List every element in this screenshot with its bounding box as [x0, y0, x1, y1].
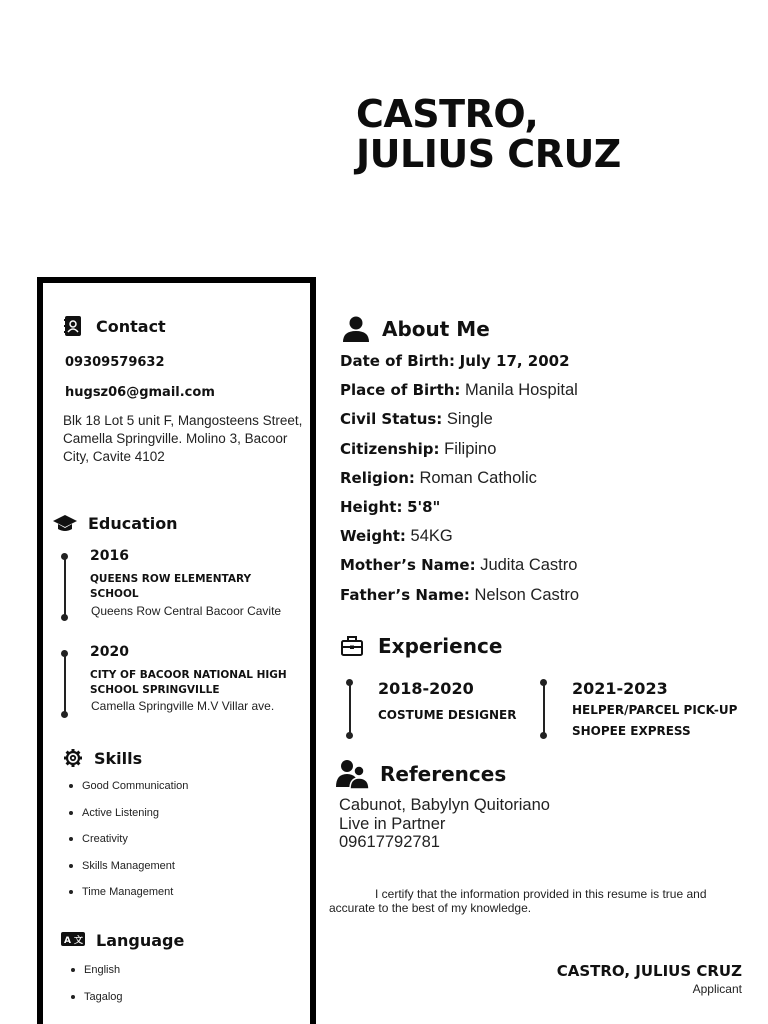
skills-title: Skills [94, 748, 143, 768]
reference-phone: 09617792781 [339, 833, 440, 851]
about-row-label: Religion: [340, 468, 415, 487]
about-row-value: Roman Catholic [419, 468, 537, 487]
contact-title: Contact [96, 316, 166, 336]
timeline-line [64, 556, 66, 616]
education-title: Education [88, 513, 178, 533]
about-row-value: Single [446, 410, 493, 429]
experience-heading [336, 632, 502, 660]
timeline-dot [61, 711, 68, 718]
language-item: Tagalog [70, 990, 123, 1017]
skill-item: Active Listening [68, 806, 188, 833]
about-row-label: Weight: [340, 527, 406, 546]
education-heading [52, 512, 178, 534]
contact-email: hugsz06@gmail.com [65, 385, 215, 400]
about-row-value: 5'8" [407, 498, 441, 516]
references-title: References [380, 762, 507, 786]
education-place: Camella Springville M.V Villar ave. [91, 699, 275, 713]
svg-text:A: A [64, 936, 71, 946]
translate-icon [60, 929, 86, 951]
about-heading [340, 315, 490, 343]
graduation-cap-icon [52, 512, 78, 534]
about-row-label: Citizenship: [340, 439, 440, 458]
signature-name: CASTRO, JULIUS CRUZ [556, 962, 742, 980]
people-icon [336, 760, 370, 788]
about-row [340, 410, 493, 429]
about-row-label: Mother’s Name: [340, 556, 476, 575]
experience-years: 2021-2023 [572, 679, 668, 698]
timeline-dot [346, 732, 353, 739]
timeline-dot [540, 732, 547, 739]
contact-heading [60, 315, 166, 337]
skills-heading [62, 747, 142, 769]
education-school: QUEENS ROW ELEMENTARY SCHOOL [90, 573, 252, 600]
about-title: About Me [382, 317, 490, 341]
name-line-1: CASTRO, [356, 92, 539, 136]
experience-role: HELPER/PARCEL PICK-UP [572, 703, 738, 717]
experience-title: Experience [378, 634, 503, 658]
experience-years: 2018-2020 [378, 679, 474, 698]
gear-icon [62, 747, 84, 769]
language-item: English [70, 963, 123, 990]
about-row [340, 440, 496, 459]
about-row-value: Manila Hospital [465, 381, 578, 400]
timeline-dot [61, 614, 68, 621]
about-row-label: Civil Status: [340, 410, 443, 429]
reference-relation: Live in Partner [339, 815, 446, 833]
skill-item: Good Communication [68, 779, 188, 806]
education-year: 2020 [90, 644, 129, 660]
about-row-label: Father’s Name: [340, 585, 470, 604]
skills-list [68, 779, 188, 912]
about-row [340, 498, 440, 517]
education-place: Queens Row Central Bacoor Cavite [91, 604, 282, 618]
experience-role: COSTUME DESIGNER [378, 708, 517, 722]
about-row-value: Filipino [444, 439, 497, 458]
about-row [340, 469, 537, 488]
timeline-line [543, 682, 545, 734]
about-row-value: 54KG [410, 527, 453, 546]
about-row [340, 586, 579, 605]
briefcase-icon [336, 632, 368, 660]
experience-company: SHOPEE EXPRESS [572, 724, 691, 738]
language-title: Language [96, 930, 185, 950]
about-row [340, 527, 453, 546]
reference-name: Cabunot, Babylyn Quitoriano [339, 796, 550, 814]
contact-book-icon [60, 315, 86, 337]
contact-address: Blk 18 Lot 5 unit F, Mangosteens Street, Camella Springville. Molino 3, Bacoor City, Cavite 4102 [63, 413, 303, 464]
education-year: 2016 [90, 548, 129, 564]
references-heading [336, 760, 506, 788]
contact-phone: 09309579632 [65, 355, 165, 370]
about-row-label: Date of Birth: [340, 352, 456, 370]
about-row-value: July 17, 2002 [459, 352, 570, 370]
signature-role: Applicant [692, 982, 742, 996]
education-school: CITY OF BACOOR NATIONAL HIGH SCHOOL SPRINGVILLE [90, 669, 287, 696]
about-row-value: Judita Castro [480, 556, 578, 575]
about-row-label: Place of Birth: [340, 381, 461, 400]
language-list [70, 963, 123, 1016]
about-row-label: Height: [340, 498, 403, 516]
person-icon [340, 315, 372, 343]
about-row [340, 381, 578, 400]
timeline-line [349, 682, 351, 734]
about-row [340, 352, 570, 371]
name-line-2: JULIUS CRUZ [356, 132, 621, 176]
applicant-name-heading [356, 94, 621, 174]
svg-text:文: 文 [74, 936, 84, 946]
skill-item: Time Management [68, 885, 188, 912]
language-heading [60, 929, 184, 951]
timeline-line [64, 653, 66, 713]
skill-item: Creativity [68, 832, 188, 859]
about-row [340, 556, 577, 575]
certification-statement: I certify that the information provided in this resume is true and accurate to the best of my knowledge. [329, 887, 707, 915]
skill-item: Skills Management [68, 859, 188, 886]
about-row-value: Nelson Castro [474, 585, 580, 604]
